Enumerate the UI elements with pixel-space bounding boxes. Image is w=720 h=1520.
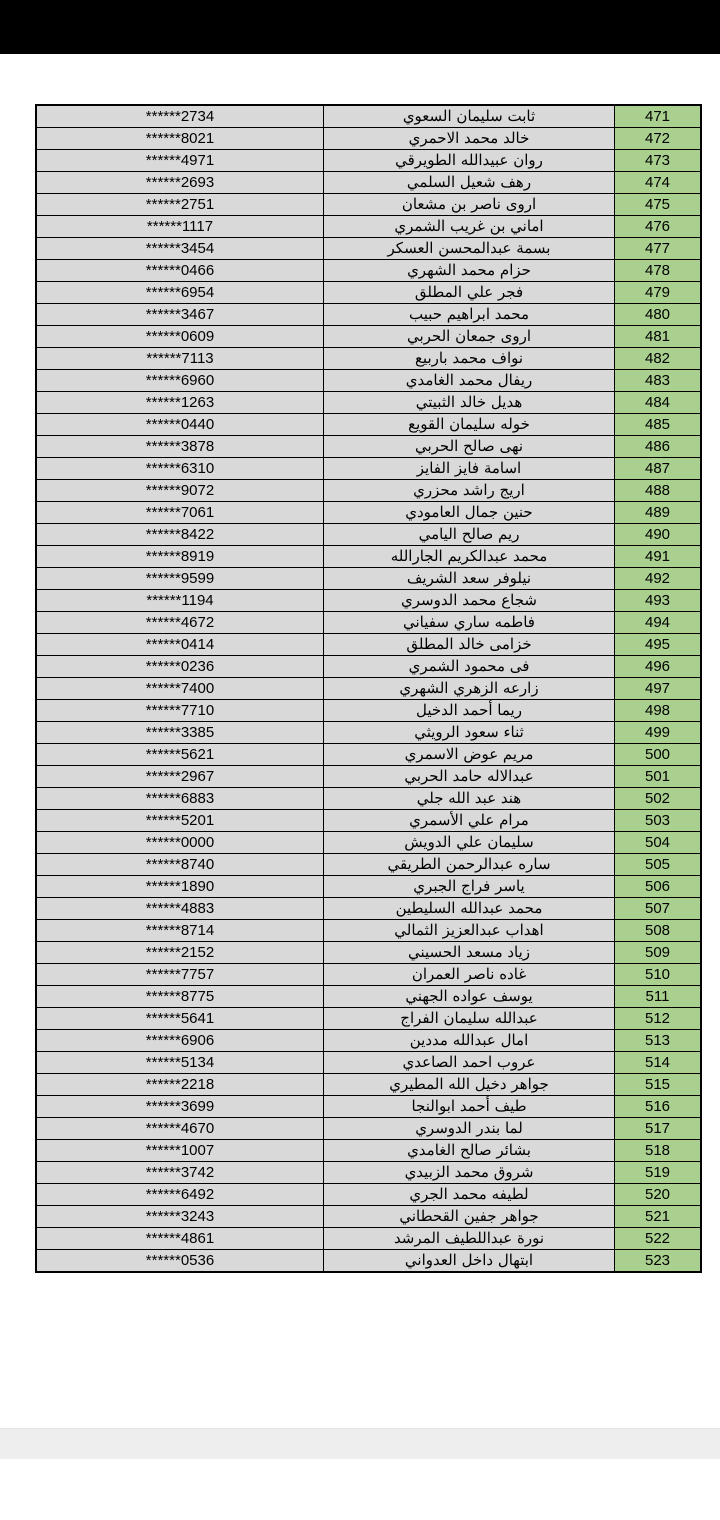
masked-id-cell: ******0236 (36, 656, 324, 678)
masked-id-cell: ******3243 (36, 1206, 324, 1228)
masked-id-cell: ******2751 (36, 194, 324, 216)
name-cell: اريج راشد محزري (324, 480, 615, 502)
name-cell: نواف محمد باربيع (324, 348, 615, 370)
table-row (36, 744, 701, 766)
name-cell: خوله سليمان القويع (324, 414, 615, 436)
name-cell: نيلوفر سعد الشريف (324, 568, 615, 590)
table-row (36, 392, 701, 414)
table-row (36, 1030, 701, 1052)
masked-id-cell: ******8740 (36, 854, 324, 876)
masked-id-cell: ******7757 (36, 964, 324, 986)
table-row (36, 194, 701, 216)
row-number-cell: 480 (615, 304, 702, 326)
row-number-cell: 474 (615, 172, 702, 194)
table-row (36, 788, 701, 810)
name-cell: مرام علي الأسمري (324, 810, 615, 832)
name-cell: طيف أحمد ابوالنجا (324, 1096, 615, 1118)
table-row (36, 546, 701, 568)
name-cell: جواهر جفين القحطاني (324, 1206, 615, 1228)
name-cell: هند عبد الله جلي (324, 788, 615, 810)
masked-id-cell: ******0536 (36, 1250, 324, 1273)
row-number-cell: 506 (615, 876, 702, 898)
row-number-cell: 492 (615, 568, 702, 590)
row-number-cell: 487 (615, 458, 702, 480)
masked-id-cell: ******1263 (36, 392, 324, 414)
table-row (36, 722, 701, 744)
row-number-cell: 522 (615, 1228, 702, 1250)
table-row (36, 502, 701, 524)
name-cell: مريم عوض الاسمري (324, 744, 615, 766)
row-number-cell: 472 (615, 128, 702, 150)
table-row (36, 1074, 701, 1096)
masked-id-cell: ******1007 (36, 1140, 324, 1162)
row-number-cell: 488 (615, 480, 702, 502)
row-number-cell: 507 (615, 898, 702, 920)
masked-id-cell: ******6954 (36, 282, 324, 304)
masked-id-cell: ******4883 (36, 898, 324, 920)
table-row (36, 128, 701, 150)
masked-id-cell: ******0609 (36, 326, 324, 348)
row-number-cell: 491 (615, 546, 702, 568)
table-row (36, 656, 701, 678)
masked-id-cell: ******6906 (36, 1030, 324, 1052)
table-row (36, 634, 701, 656)
row-number-cell: 503 (615, 810, 702, 832)
name-cell: بشائر صالح الغامدي (324, 1140, 615, 1162)
row-number-cell: 479 (615, 282, 702, 304)
table-row (36, 832, 701, 854)
name-cell: لما بندر الدوسري (324, 1118, 615, 1140)
row-number-cell: 485 (615, 414, 702, 436)
name-cell: زياد مسعد الحسيني (324, 942, 615, 964)
masked-id-cell: ******3699 (36, 1096, 324, 1118)
row-number-cell: 493 (615, 590, 702, 612)
table-row (36, 458, 701, 480)
name-cell: زارعه الزهري الشهري (324, 678, 615, 700)
name-cell: اروى جمعان الحربي (324, 326, 615, 348)
row-number-cell: 477 (615, 238, 702, 260)
row-number-cell: 498 (615, 700, 702, 722)
row-number-cell: 481 (615, 326, 702, 348)
table-row (36, 876, 701, 898)
masked-id-cell: ******6310 (36, 458, 324, 480)
row-number-cell: 489 (615, 502, 702, 524)
masked-id-cell: ******7710 (36, 700, 324, 722)
masked-id-cell: ******6492 (36, 1184, 324, 1206)
masked-id-cell: ******3467 (36, 304, 324, 326)
table-row (36, 370, 701, 392)
masked-id-cell: ******0000 (36, 832, 324, 854)
row-number-cell: 496 (615, 656, 702, 678)
table-row (36, 810, 701, 832)
row-number-cell: 486 (615, 436, 702, 458)
table-row (36, 348, 701, 370)
masked-id-cell: ******2693 (36, 172, 324, 194)
name-cell: محمد عبدالله السليطين (324, 898, 615, 920)
table-row (36, 1052, 701, 1074)
name-cell: ابتهال داخل العدواني (324, 1250, 615, 1273)
masked-id-cell: ******8021 (36, 128, 324, 150)
row-number-cell: 512 (615, 1008, 702, 1030)
masked-id-cell: ******1194 (36, 590, 324, 612)
table-row (36, 700, 701, 722)
name-cell: جواهر دخيل الله المطيري (324, 1074, 615, 1096)
row-number-cell: 483 (615, 370, 702, 392)
row-number-cell: 500 (615, 744, 702, 766)
masked-id-cell: ******1890 (36, 876, 324, 898)
row-number-cell: 502 (615, 788, 702, 810)
masked-id-cell: ******7113 (36, 348, 324, 370)
masked-id-cell: ******8775 (36, 986, 324, 1008)
table-row (36, 1206, 701, 1228)
table-row (36, 854, 701, 876)
masked-id-cell: ******3454 (36, 238, 324, 260)
table-row (36, 1140, 701, 1162)
row-number-cell: 510 (615, 964, 702, 986)
row-number-cell: 499 (615, 722, 702, 744)
masked-id-cell: ******2734 (36, 105, 324, 128)
name-cell: فجر علي المطلق (324, 282, 615, 304)
table-row (36, 282, 701, 304)
masked-id-cell: ******4971 (36, 150, 324, 172)
name-cell: هديل خالد الثبيتي (324, 392, 615, 414)
masked-id-cell: ******2152 (36, 942, 324, 964)
top-status-bar (0, 0, 720, 54)
masked-id-cell: ******7061 (36, 502, 324, 524)
row-number-cell: 518 (615, 1140, 702, 1162)
name-cell: خالد محمد الاحمري (324, 128, 615, 150)
name-cell: ريم صالح اليامي (324, 524, 615, 546)
masked-id-cell: ******8919 (36, 546, 324, 568)
row-number-cell: 490 (615, 524, 702, 546)
row-number-cell: 494 (615, 612, 702, 634)
name-cell: لطيفه محمد الجري (324, 1184, 615, 1206)
masked-id-cell: ******1117 (36, 216, 324, 238)
table-row (36, 1162, 701, 1184)
row-number-cell: 508 (615, 920, 702, 942)
table-row (36, 260, 701, 282)
name-cell: نورة عبداللطيف المرشد (324, 1228, 615, 1250)
row-number-cell: 523 (615, 1250, 702, 1273)
row-number-cell: 482 (615, 348, 702, 370)
name-cell: ياسر فراج الجبري (324, 876, 615, 898)
masked-id-cell: ******6960 (36, 370, 324, 392)
masked-id-cell: ******9599 (36, 568, 324, 590)
table-row (36, 986, 701, 1008)
row-number-cell: 501 (615, 766, 702, 788)
table-row (36, 590, 701, 612)
name-cell: عروب احمد الصاعدي (324, 1052, 615, 1074)
row-number-cell: 520 (615, 1184, 702, 1206)
table-row (36, 1118, 701, 1140)
table-row (36, 480, 701, 502)
masked-id-cell: ******0466 (36, 260, 324, 282)
masked-id-cell: ******5621 (36, 744, 324, 766)
records-table (35, 104, 702, 1273)
table-row (36, 568, 701, 590)
name-cell: عبدالاله حامد الحربي (324, 766, 615, 788)
table-row (36, 678, 701, 700)
name-cell: اروى ناصر بن مشعان (324, 194, 615, 216)
table-row (36, 1184, 701, 1206)
name-cell: شجاع محمد الدوسري (324, 590, 615, 612)
name-cell: ريفال محمد الغامدي (324, 370, 615, 392)
table-row (36, 304, 701, 326)
table-row (36, 150, 701, 172)
table-row (36, 898, 701, 920)
row-number-cell: 514 (615, 1052, 702, 1074)
name-cell: فى محمود الشمري (324, 656, 615, 678)
masked-id-cell: ******3878 (36, 436, 324, 458)
table-row (36, 1096, 701, 1118)
masked-id-cell: ******3742 (36, 1162, 324, 1184)
table-row (36, 1250, 701, 1273)
row-number-cell: 515 (615, 1074, 702, 1096)
row-number-cell: 516 (615, 1096, 702, 1118)
masked-id-cell: ******5641 (36, 1008, 324, 1030)
name-cell: اهداب عبدالعزيز الثمالي (324, 920, 615, 942)
name-cell: عبدالله سليمان الفراج (324, 1008, 615, 1030)
masked-id-cell: ******2218 (36, 1074, 324, 1096)
table-row (36, 766, 701, 788)
name-cell: شروق محمد الزبيدي (324, 1162, 615, 1184)
name-cell: يوسف عواده الجهني (324, 986, 615, 1008)
masked-id-cell: ******5201 (36, 810, 324, 832)
row-number-cell: 495 (615, 634, 702, 656)
name-cell: ثناء سعود الرويثي (324, 722, 615, 744)
table-row (36, 524, 701, 546)
masked-id-cell: ******8422 (36, 524, 324, 546)
row-number-cell: 484 (615, 392, 702, 414)
masked-id-cell: ******2967 (36, 766, 324, 788)
name-cell: حنين جمال العامودي (324, 502, 615, 524)
masked-id-cell: ******4672 (36, 612, 324, 634)
table-row (36, 942, 701, 964)
name-cell: روان عبيدالله الطويرقي (324, 150, 615, 172)
row-number-cell: 517 (615, 1118, 702, 1140)
row-number-cell: 497 (615, 678, 702, 700)
name-cell: سليمان علي الدويش (324, 832, 615, 854)
row-number-cell: 504 (615, 832, 702, 854)
name-cell: محمد ابراهيم حبيب (324, 304, 615, 326)
name-cell: اماني بن غريب الشمري (324, 216, 615, 238)
bottom-divider-strip (0, 1428, 720, 1459)
name-cell: نهى صالح الحربي (324, 436, 615, 458)
row-number-cell: 513 (615, 1030, 702, 1052)
row-number-cell: 473 (615, 150, 702, 172)
table-row (36, 216, 701, 238)
name-cell: ساره عبدالرحمن الطريقي (324, 854, 615, 876)
table-row (36, 172, 701, 194)
masked-id-cell: ******8714 (36, 920, 324, 942)
row-number-cell: 519 (615, 1162, 702, 1184)
masked-id-cell: ******7400 (36, 678, 324, 700)
row-number-cell: 471 (615, 105, 702, 128)
records-table-body (36, 105, 701, 1272)
masked-id-cell: ******9072 (36, 480, 324, 502)
masked-id-cell: ******3385 (36, 722, 324, 744)
row-number-cell: 478 (615, 260, 702, 282)
masked-id-cell: ******0440 (36, 414, 324, 436)
name-cell: اسامة فايز الفايز (324, 458, 615, 480)
table-row (36, 414, 701, 436)
table-row (36, 436, 701, 458)
name-cell: امال عبدالله مددين (324, 1030, 615, 1052)
row-number-cell: 511 (615, 986, 702, 1008)
row-number-cell: 505 (615, 854, 702, 876)
name-cell: ثابت سليمان السعوي (324, 105, 615, 128)
name-cell: محمد عبدالكريم الجارالله (324, 546, 615, 568)
name-cell: غاده ناصر العمران (324, 964, 615, 986)
table-row (36, 612, 701, 634)
table-row (36, 105, 701, 128)
masked-id-cell: ******5134 (36, 1052, 324, 1074)
document-table-area (35, 104, 700, 1273)
table-row (36, 238, 701, 260)
name-cell: حزام محمد الشهري (324, 260, 615, 282)
name-cell: خزامى خالد المطلق (324, 634, 615, 656)
table-row (36, 964, 701, 986)
table-row (36, 1008, 701, 1030)
row-number-cell: 476 (615, 216, 702, 238)
masked-id-cell: ******6883 (36, 788, 324, 810)
name-cell: رهف شعيل السلمي (324, 172, 615, 194)
masked-id-cell: ******4670 (36, 1118, 324, 1140)
row-number-cell: 521 (615, 1206, 702, 1228)
name-cell: فاطمه ساري سفياني (324, 612, 615, 634)
masked-id-cell: ******4861 (36, 1228, 324, 1250)
table-row (36, 1228, 701, 1250)
row-number-cell: 509 (615, 942, 702, 964)
masked-id-cell: ******0414 (36, 634, 324, 656)
name-cell: ريما أحمد الدخيل (324, 700, 615, 722)
table-row (36, 920, 701, 942)
name-cell: بسمة عبدالمحسن العسكر (324, 238, 615, 260)
table-row (36, 326, 701, 348)
row-number-cell: 475 (615, 194, 702, 216)
